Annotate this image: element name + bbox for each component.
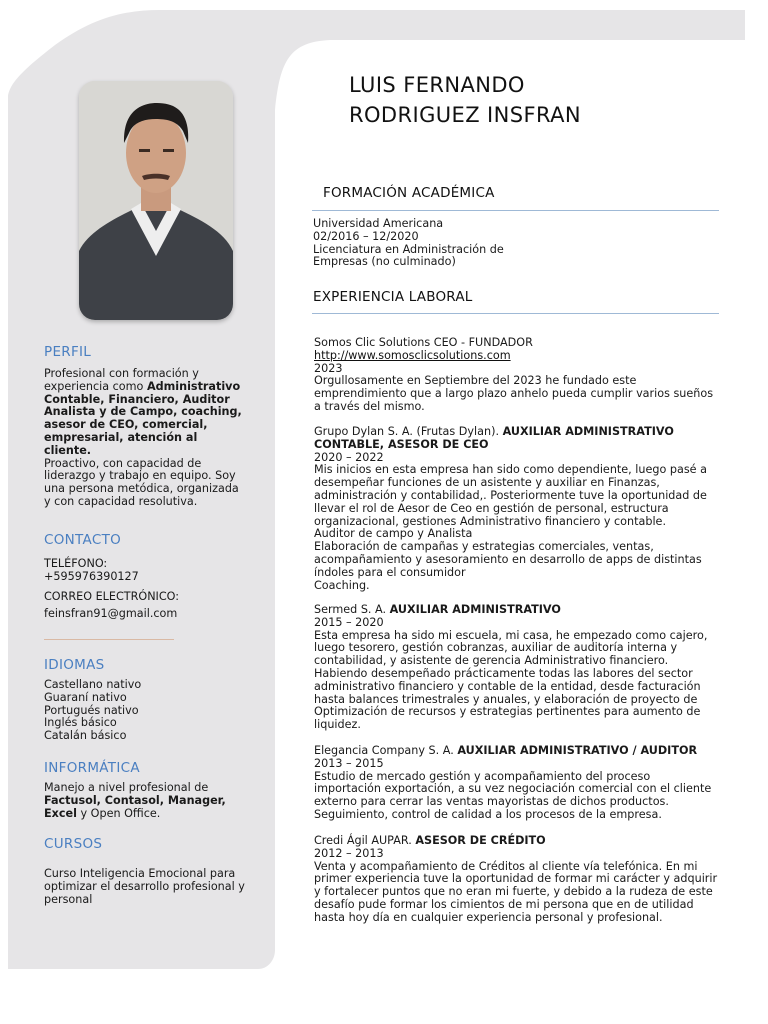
job-extra: Auditor de campo y Analista (314, 527, 473, 541)
job-entry (314, 745, 720, 822)
informatica-intro: Manejo a nivel profesional de (44, 781, 209, 794)
job-dates: 2013 – 2015 (314, 756, 384, 770)
job-company: Sermed S. A. (314, 603, 390, 616)
job-role: ASESOR DE CRÉDITO (415, 834, 546, 847)
idioma-item: Castellano nativo (44, 678, 142, 691)
education-rule (312, 210, 719, 211)
job-extra: Elaboración de campañas y estrategias comerciales, ventas, acompañamiento y asesoramiento en desarrollo de apps de distintas índoles para el consumidor (314, 540, 702, 579)
experience-heading: EXPERIENCIA LABORAL (313, 289, 473, 305)
idioma-item: Portugués nativo (44, 703, 139, 717)
job-dates: 2023 (314, 361, 343, 375)
job-entry (314, 337, 720, 414)
job-description: Esta empresa ha sido mi escuela, mi casa, he empezado como cajero, luego tesorero, gestión cobranzas, auxiliar de auditoría interna y contabilidad, y asistente de gerencia Administrativo financiero. Habiendo desempeñado prácticamente todas las labores del sector administrativo financiero y contable de la entidad, desde facturación hasta balances trimestrales y anuales, y elaboración de proyecto de Optimización de recursos y estrategias pertinentes para aumento de liquidez. (314, 628, 708, 732)
name-line-2: RODRIGUEZ INSFRAN (349, 103, 581, 127)
phone-number[interactable]: +595976390127 (44, 570, 139, 583)
email-label: CORREO ELECTRÓNICO: (44, 590, 180, 603)
cursos-heading: CURSOS (44, 836, 103, 852)
job-dates: 2015 – 2020 (314, 615, 384, 629)
email-address[interactable]: feinsfran91@gmail.com (44, 607, 178, 620)
contacto-heading: CONTACTO (44, 532, 122, 548)
job-description: Estudio de mercado gestión y acompañamiento del proceso importación exportación, a su vez negociación comercial con el cliente externo para cerrar las ventas mayoristas de dichos productos. Seguimiento, control de calidad a los procesos de la empresa. (314, 769, 712, 821)
job-description: Orgullosamente en Septiembre del 2023 he fundado este emprendimiento que a largo plazo anhelo pueda cumplir varios sueños a través del mismo. (314, 374, 714, 413)
perfil-intro: Profesional con formación y experiencia como (44, 367, 199, 393)
idioma-item: Catalán básico (44, 729, 127, 743)
job-dates: 2020 – 2022 (314, 450, 384, 464)
cursos-text: Curso Inteligencia Emocional para optimizar el desarrollo profesional y personal (44, 867, 245, 906)
phone-label: TELÉFONO: (44, 557, 108, 570)
job-entry (314, 426, 720, 592)
idioma-item: Inglés básico (44, 716, 117, 730)
job-company: Somos Clic Solutions CEO - FUNDADOR (314, 336, 533, 349)
job-role: AUXILIAR ADMINISTRATIVO (389, 603, 561, 616)
education-institution: Universidad Americana (313, 217, 444, 230)
informatica-heading: INFORMÁTICA (44, 760, 140, 776)
full-name (349, 70, 581, 130)
education-degree: Licenciatura en Administración de Empresas (no culminado) (313, 242, 504, 269)
job-role: AUXILIAR ADMINISTRATIVO CONTABLE, ASESOR DE CEO (314, 425, 674, 451)
job-dates: 2012 – 2013 (314, 846, 384, 860)
perfil-highlights: Administrativo Contable, Financiero, Auditor Analista y de Campo, coaching, asesor de CEO, comercial, empresarial, atención al cliente. (44, 379, 242, 457)
informatica-connector: y (76, 806, 91, 820)
idiomas-list (44, 679, 259, 743)
idiomas-heading: IDIOMAS (44, 657, 105, 673)
profile-photo (79, 81, 233, 320)
job-company: Grupo Dylan S. A. (Frutas Dylan). (314, 425, 503, 438)
job-role: AUXILIAR ADMINISTRATIVO / AUDITOR (457, 744, 698, 757)
informatica-tools: Factusol, Contasol, Manager, Excel (44, 793, 226, 820)
informatica-text (44, 782, 259, 820)
job-company: Elegancia Company S. A. (314, 744, 458, 757)
job-entry (314, 604, 720, 732)
idioma-item: Guaraní nativo (44, 690, 127, 704)
education-dates: 02/2016 – 12/2020 (313, 229, 419, 243)
sidebar-divider (44, 639, 174, 640)
perfil-rest: Proactivo, con capacidad de liderazgo y trabajo en equipo. Soy una persona metódica, organizada y con capacidad resolutiva. (44, 456, 239, 508)
perfil-heading: PERFIL (44, 344, 92, 360)
job-description: Venta y acompañamiento de Créditos al cliente vía telefónica. En mi primer experiencia tuve la oportunidad de formar mi carácter y adquirir y fortalecer puntos que no eran mi fuerte, y debido a la rudeza de este desafío pude formar los cimientos de mi persona que en de utilidad hasta hoy día en cualquier experiencia personal y profesional. (314, 859, 718, 924)
job-extra: Coaching. (314, 578, 370, 592)
education-heading: FORMACIÓN ACADÉMICA (323, 185, 495, 201)
job-description: Mis inicios en esta empresa han sido como dependiente, luego pasé a desempeñar funciones de un asistente y auxiliar en Finanzas, administración y contabilidad,. Posteriormente tuve la oportunidad de llevar el rol de Aesor de Ceo en gestión de personal, estructura organizacional, gestiones Administrativo financiero y contable. (314, 463, 707, 528)
job-company: Credi Ágil AUPAR. (314, 834, 416, 847)
informatica-last: Open Office. (90, 806, 161, 820)
experience-rule (312, 313, 719, 314)
name-line-1: LUIS FERNANDO (349, 73, 525, 97)
job-website-link[interactable]: http://www.somosclicsolutions.com (314, 348, 511, 362)
education-block (313, 218, 528, 269)
job-entry (314, 835, 720, 925)
perfil-text (44, 368, 244, 509)
